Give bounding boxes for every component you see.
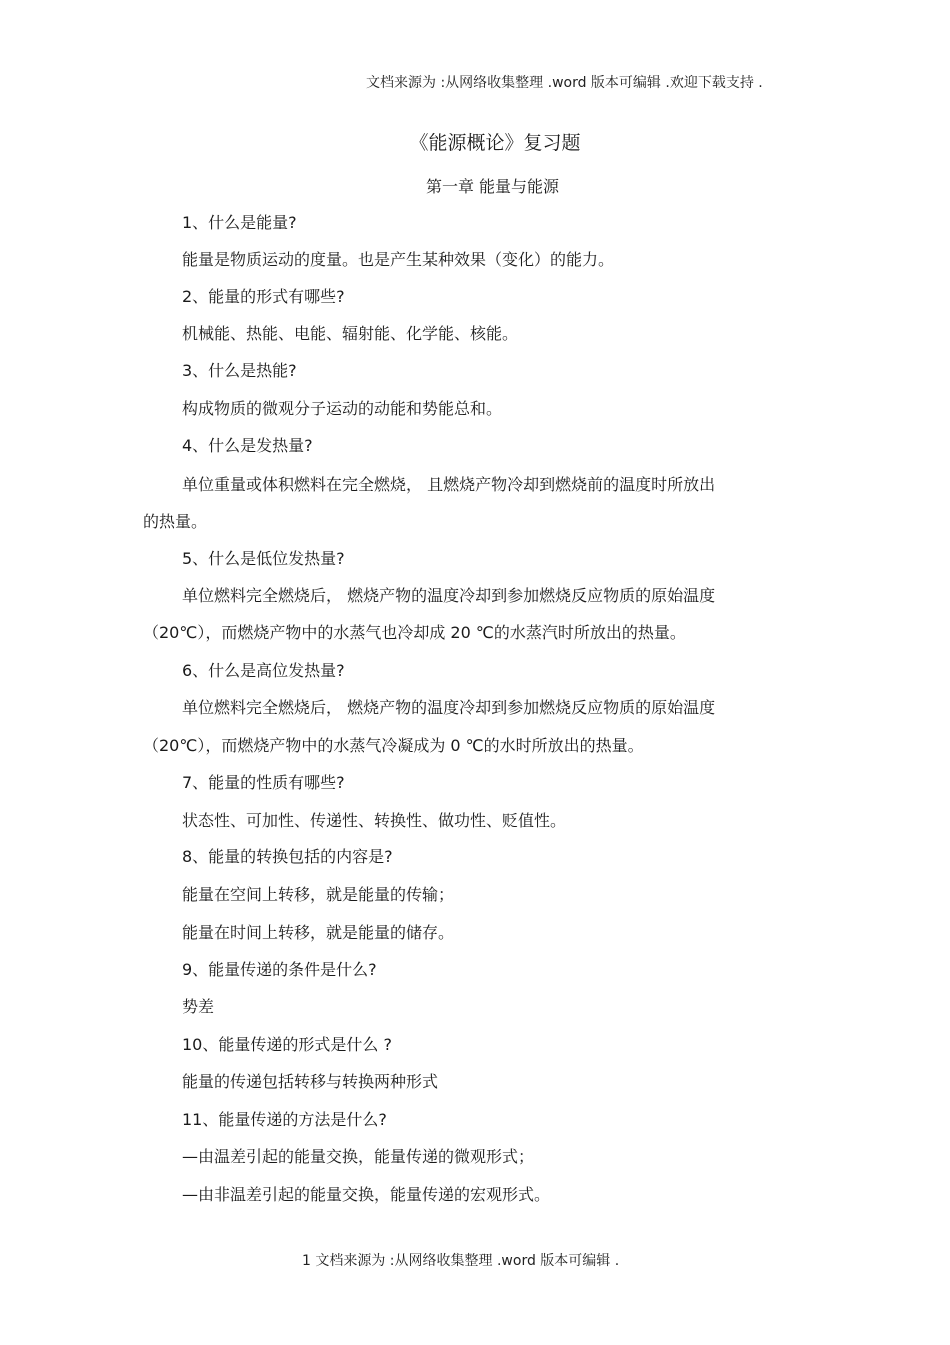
question-10: 10、能量传递的形式是什么 ? xyxy=(182,1035,392,1054)
answer-10: 能量的传递包括转移与转换两种形式 xyxy=(182,1072,439,1091)
question-1: 1、什么是能量? xyxy=(182,213,297,232)
answer-11-line-1: —由温差引起的能量交换，能量传递的微观形式； xyxy=(182,1147,535,1166)
answer-4-line-1: 单位重量或体积燃料在完全燃烧， 且燃烧产物冷却到燃烧前的温度时所放出 xyxy=(182,475,716,494)
question-11: 11、能量传递的方法是什么? xyxy=(182,1110,387,1129)
answer-5-line-2: （20℃），而燃烧产物中的水蒸气也冷却成 20 ℃的水蒸汽时所放出的热量。 xyxy=(143,623,686,642)
question-9: 9、能量传递的条件是什么? xyxy=(182,960,377,979)
question-4: 4、什么是发热量? xyxy=(182,436,313,455)
question-6: 6、什么是高位发热量? xyxy=(182,661,345,680)
answer-5-line-1: 单位燃料完全燃烧后， 燃烧产物的温度冷却到参加燃烧反应物质的原始温度 xyxy=(182,586,716,605)
page-header: 文档来源为 :从网络收集整理 .word 版本可编辑 .欢迎下载支持 . xyxy=(366,75,763,91)
answer-3: 构成物质的微观分子运动的动能和势能总和。 xyxy=(182,399,503,418)
question-5: 5、什么是低位发热量? xyxy=(182,549,345,568)
answer-6-line-1: 单位燃料完全燃烧后， 燃烧产物的温度冷却到参加燃烧反应物质的原始温度 xyxy=(182,698,716,717)
document-title: 《能源概论》复习题 xyxy=(409,132,581,154)
answer-8-line-2: 能量在时间上转移，就是能量的储存。 xyxy=(182,923,455,942)
answer-9: 势差 xyxy=(182,997,215,1016)
page-footer: 1 文档来源为 :从网络收集整理 .word 版本可编辑 . xyxy=(302,1253,620,1269)
question-3: 3、什么是热能? xyxy=(182,361,297,380)
chapter-heading: 第一章 能量与能源 xyxy=(425,177,560,196)
answer-1: 能量是物质运动的度量。也是产生某种效果（变化）的能力。 xyxy=(182,250,615,269)
answer-8-line-1: 能量在空间上转移，就是能量的传输； xyxy=(182,885,455,904)
question-2: 2、能量的形式有哪些? xyxy=(182,287,345,306)
answer-2: 机械能、热能、电能、辐射能、化学能、核能。 xyxy=(182,324,519,343)
answer-6-line-2: （20℃），而燃烧产物中的水蒸气冷凝成为 0 ℃的水时所放出的热量。 xyxy=(143,736,644,755)
answer-7: 状态性、可加性、传递性、转换性、做功性、贬值性。 xyxy=(182,811,567,830)
answer-4-line-2: 的热量。 xyxy=(143,512,208,531)
answer-11-line-2: —由非温差引起的能量交换，能量传递的宏观形式。 xyxy=(182,1185,551,1204)
question-7: 7、能量的性质有哪些? xyxy=(182,773,345,792)
question-8: 8、能量的转换包括的内容是? xyxy=(182,847,393,866)
